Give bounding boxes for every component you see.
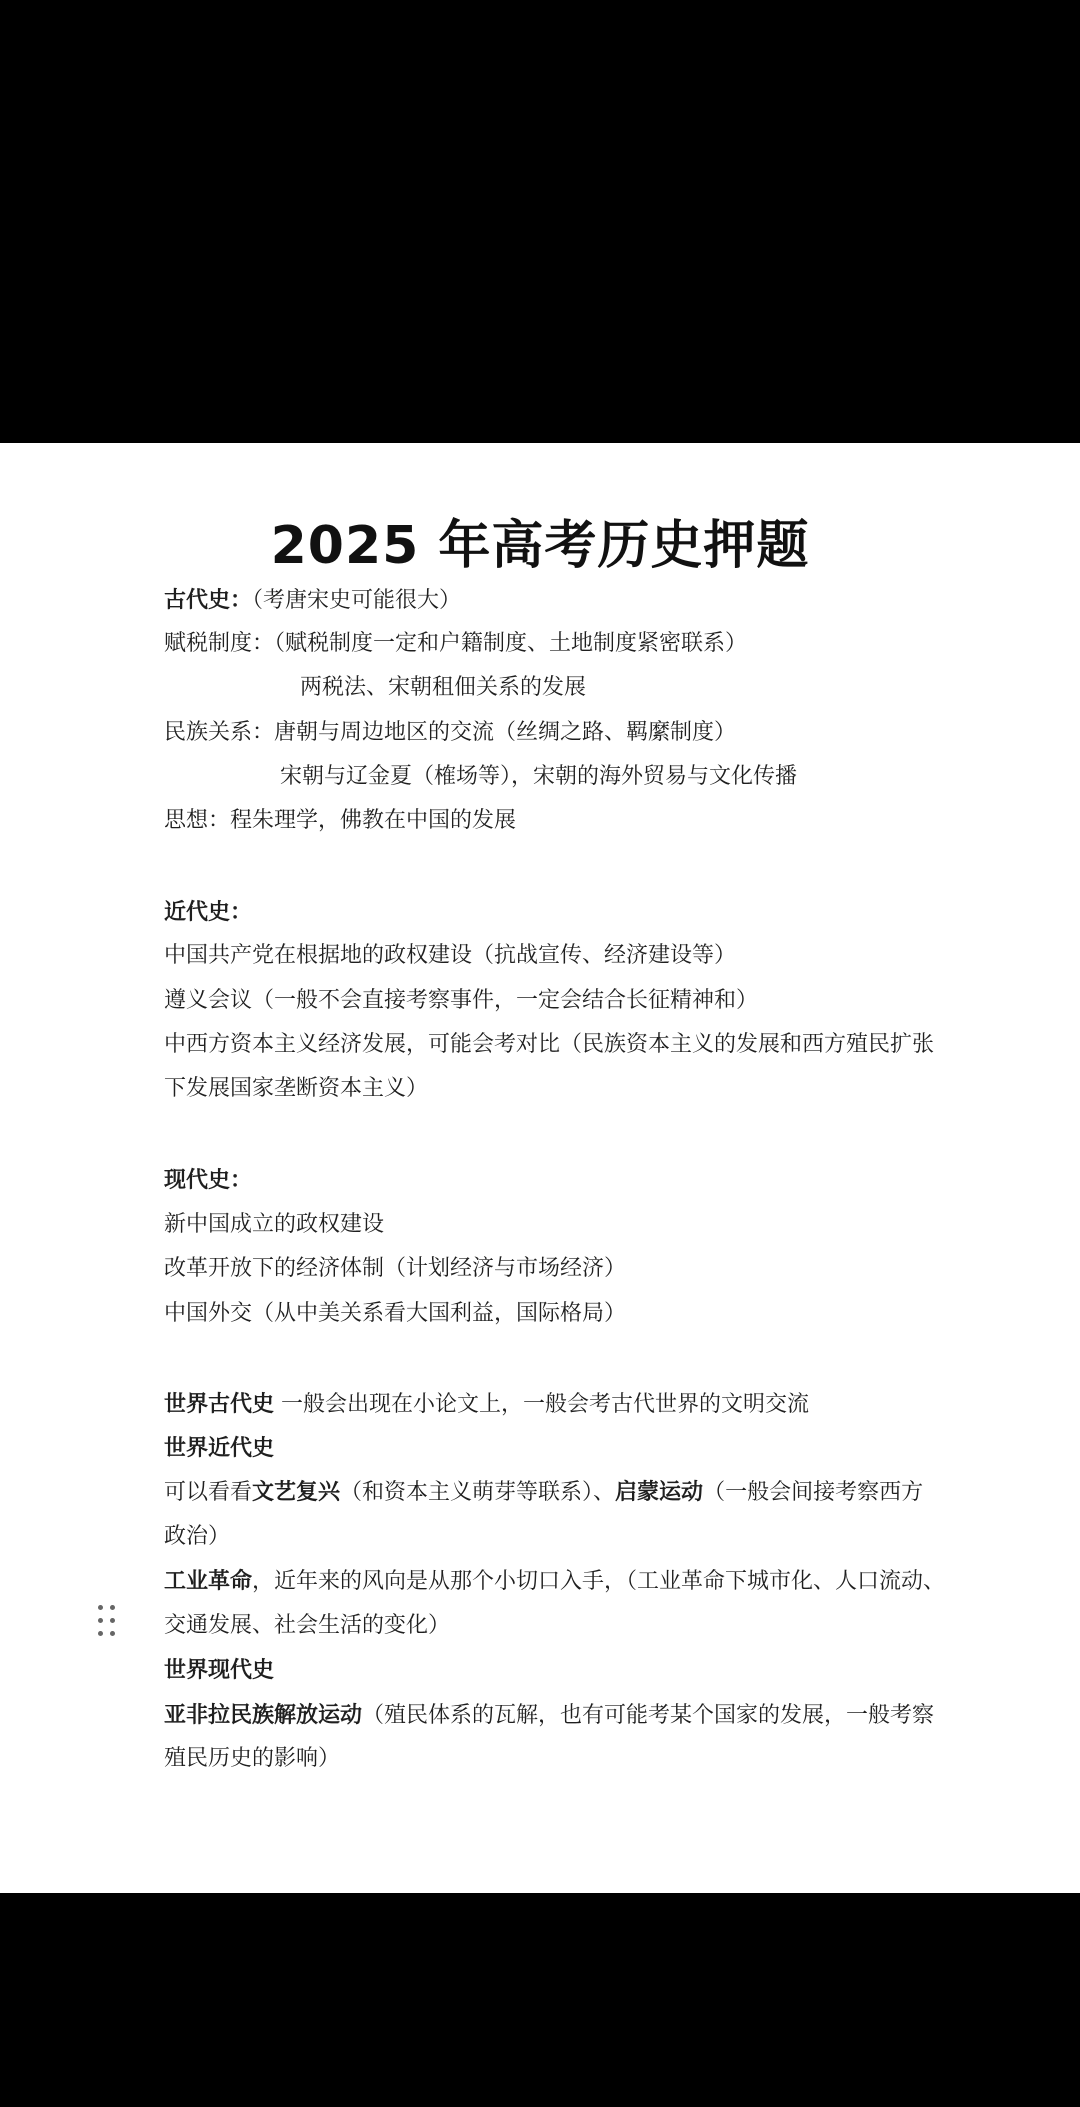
modern-line-3: 中西方资本主义经济发展，可能会考对比（民族资本主义的发展和西方殖民扩张 — [164, 1032, 935, 1057]
industrial-line-2: 交通发展、社会生活的变化） — [164, 1613, 451, 1638]
world-ancient-heading: 世界古代史 — [164, 1391, 275, 1417]
industrial-line-1 — [164, 1566, 945, 1597]
liberation-movement-term: 亚非拉民族解放运动 — [164, 1702, 363, 1728]
ethnic-text: 唐朝与周边地区的交流（丝绸之路、羁縻制度） — [274, 720, 737, 745]
tax-sub-line: 两税法、宋朝租佃关系的发展 — [300, 675, 587, 700]
drag-handle-icon[interactable] — [98, 1605, 118, 1639]
afro-line-1 — [164, 1700, 934, 1731]
modern-line-2: 遵义会议（一般不会直接考察事件，一定会结合长征精神和） — [164, 988, 759, 1013]
contemporary-heading: 现代史： — [164, 1167, 253, 1193]
ethnic-sub-line: 宋朝与辽金夏（榷场等），宋朝的海外贸易与文化传播 — [280, 764, 798, 789]
world-modern-line-2: 政治） — [164, 1524, 231, 1549]
modern-line-1: 中国共产党在根据地的政权建设（抗战宣传、经济建设等） — [164, 943, 737, 968]
tax-line — [164, 629, 747, 659]
modern-heading: 近代史： — [164, 899, 253, 925]
world-ancient-line — [164, 1389, 809, 1420]
world-modern-text-e: （一般会间接考察西方 — [703, 1480, 924, 1505]
world-modern-text-a: 可以看看 — [164, 1480, 253, 1505]
tax-note: （赋税制度一定和户籍制度、土地制度紧密联系） — [274, 631, 748, 656]
world-ancient-text: 一般会出现在小论文上，一般会考古代世界的文明交流 — [274, 1392, 810, 1417]
afro-text: （殖民体系的瓦解，也有可能考某个国家的发展，一般考察 — [362, 1703, 935, 1728]
ethnic-label: 民族关系： — [164, 720, 275, 745]
ethnic-line — [164, 718, 736, 748]
world-modern-line-1 — [164, 1477, 923, 1508]
ancient-heading-line — [164, 585, 461, 616]
ancient-heading: 古代史： — [164, 587, 253, 613]
world-modern-text-c: （和资本主义萌芽等联系）、 — [340, 1480, 616, 1505]
industrial-revolution-term: 工业革命 — [164, 1568, 253, 1594]
renaissance-term: 文艺复兴 — [252, 1479, 341, 1505]
modern-line-4: 下发展国家垄断资本主义） — [164, 1076, 429, 1101]
contemporary-line-1: 新中国成立的政权建设 — [164, 1212, 385, 1237]
tax-label: 赋税制度： — [164, 631, 275, 656]
contemporary-line-2: 改革开放下的经济体制（计划经济与市场经济） — [164, 1256, 627, 1281]
industrial-text: ，近年来的风向是从那个小切口入手，（工业革命下城市化、人口流动、 — [252, 1569, 946, 1594]
contemporary-line-3: 中国外交（从中美关系看大国利益，国际格局） — [164, 1301, 627, 1326]
bottom-black-bar — [0, 1893, 1080, 2107]
ancient-note: （考唐宋史可能很大） — [252, 588, 462, 613]
page-title: 2025 年高考历史押题 — [270, 516, 810, 576]
document-page — [0, 443, 1080, 1893]
enlightenment-term: 启蒙运动 — [615, 1479, 704, 1505]
top-black-bar — [0, 0, 1080, 443]
thought-line: 思想：程朱理学，佛教在中国的发展 — [164, 808, 517, 833]
world-modern-heading: 世界近代史 — [164, 1435, 275, 1461]
afro-line-2: 殖民历史的影响） — [164, 1746, 341, 1771]
world-contemporary-heading: 世界现代史 — [164, 1657, 275, 1683]
